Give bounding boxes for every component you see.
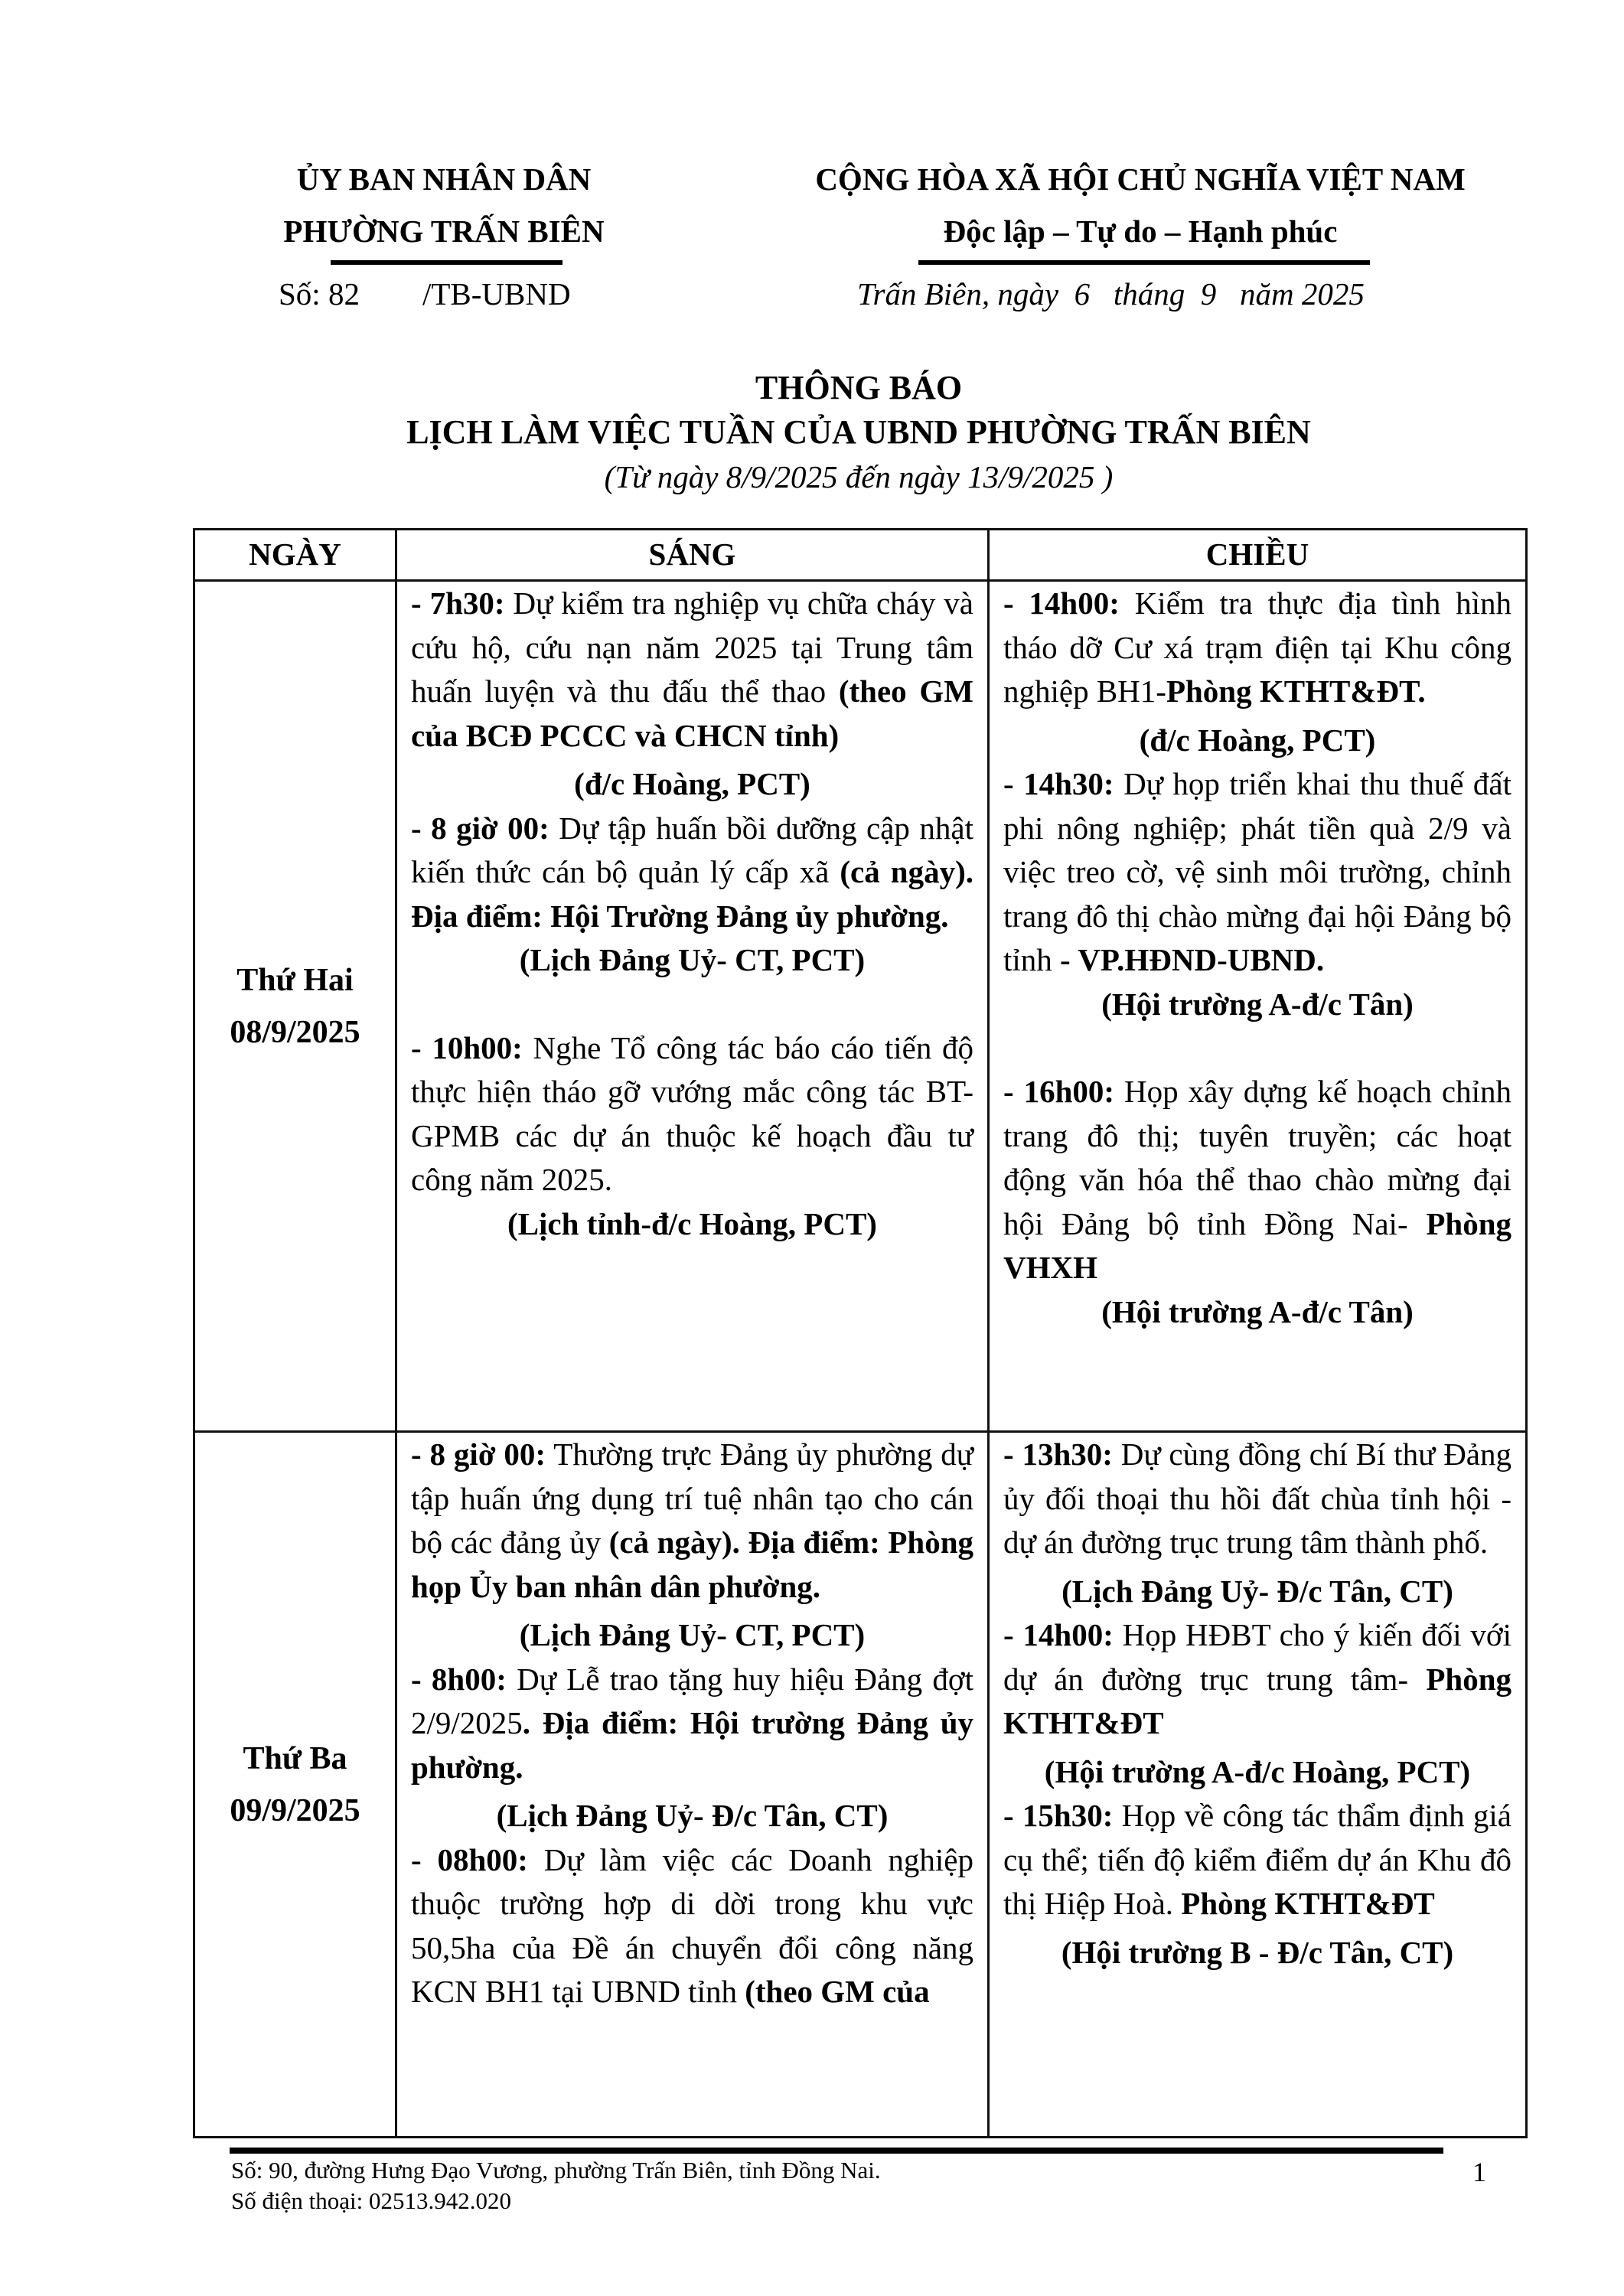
entry-time: - 7h30: [411, 585, 505, 621]
title-schedule: LỊCH LÀM VIỆC TUẦN CỦA UBND PHƯỜNG TRẤN BIÊN [406, 413, 1311, 451]
header-afternoon: CHIỀU [989, 530, 1527, 581]
entry-text: Dự làm việc các Doanh nghiệp thuộc trường hợp di dời trong khu vực 50,5ha của Đề án chuyển đổi công năng KCN BH1 tại UBND tỉnh [411, 1841, 973, 2009]
entry-note: Phòng KTHT&ĐT [1003, 1661, 1511, 1740]
entry-time: - 16h00: [1003, 1074, 1115, 1109]
entry-responsible: (đ/c Hoàng, PCT) [574, 766, 810, 801]
document-number: Số: 82 /TB-UBND [279, 276, 571, 311]
agency-line-2: PHƯỜNG TRẤN BIÊN [283, 214, 605, 249]
weekday: Thứ Ba [243, 1740, 347, 1776]
schedule-entry [411, 1433, 973, 1609]
header-morning: SÁNG [396, 530, 989, 581]
weekly-schedule-table [193, 528, 1528, 2138]
entry-text: Dự cùng đồng chí Bí thư Đảng ủy đối thoại thu hồi đất chùa tỉnh hội - dự án đường trục trung tâm thành phố. [1003, 1437, 1511, 1560]
date: 09/9/2025 [230, 1792, 360, 1828]
table-header-row [194, 530, 1527, 581]
entry-time: - 14h30: [1003, 766, 1114, 801]
schedule-entry [1003, 1794, 1511, 1926]
entry-time: - 10h00: [411, 1029, 523, 1065]
entry-text: Thường trực Đảng ủy phường dự tập huấn ứng dụng trí tuệ nhân tạo cho cán bộ các đảng ủy [411, 1437, 973, 1560]
spacer [1003, 1026, 1511, 1070]
entry-responsible: (Lịch Đảng Uỷ- CT, PCT) [519, 1617, 866, 1652]
place-and-date: Trấn Biên, ngày 6 tháng 9 năm 2025 [857, 276, 1365, 311]
day-cell [194, 1432, 396, 2138]
footer-address: Số: 90, đường Hưng Đạo Vương, phường Trấn Biên, tỉnh Đồng Nai. [231, 2157, 881, 2183]
entry-text: Dự tập huấn bồi dưỡng cập nhật kiến thức cán bộ quản lý cấp xã [411, 810, 973, 889]
entry-responsible: (Lịch Đảng Uỷ- CT, PCT) [519, 942, 866, 977]
day-cell [194, 581, 396, 1432]
entry-time: - 13h30: [1003, 1437, 1113, 1472]
entry-time: - 14h00: [1003, 1617, 1114, 1652]
entry-note: (cả ngày). Địa điểm: Hội Trường Đảng ủy phường. [411, 854, 973, 934]
entry-text: Dự họp triển khai thu thuế đất phi nông nghiệp; phát tiền quà 2/9 và việc treo cờ, vệ sinh môi trường, chỉnh trang đô thị chào mừng đại hội Đảng bộ tỉnh [1003, 766, 1512, 977]
entry-responsible: (Lịch tỉnh-đ/c Hoàng, PCT) [507, 1205, 877, 1241]
document-title [191, 366, 1526, 499]
date: 08/9/2025 [230, 1014, 360, 1050]
title-notice: THÔNG BÁO [755, 369, 963, 406]
entry-responsible: (Hội trường A-đ/c Tân) [1101, 1293, 1414, 1329]
table-row [194, 1432, 1527, 2138]
entry-time: - 8h00: [411, 1661, 507, 1697]
entry-responsible: (Hội trường A-đ/c Tân) [1101, 986, 1414, 1022]
morning-cell [396, 1432, 989, 2138]
entry-text: Nghe Tổ công tác báo cáo tiến độ thực hiện tháo gỡ vướng mắc công tác BT-GPMB các dự án thuộc kế hoạch đầu tư công năm 2025. [411, 1029, 974, 1197]
afternoon-cell [989, 581, 1527, 1432]
weekday: Thứ Hai [236, 962, 354, 998]
schedule-entry [411, 1838, 973, 2014]
schedule-entry [1003, 582, 1511, 714]
entry-note: (theo GM của BCĐ PCCC và CHCN tỉnh) [411, 673, 973, 753]
entry-time: - 08h00: [411, 1841, 528, 1877]
entry-responsible: (Hội trường B - Đ/c Tân, CT) [1061, 1934, 1454, 1970]
footer-contact [231, 2155, 881, 2216]
national-motto [750, 153, 1531, 257]
agency-line-1: ỦY BAN NHÂN DÂN [296, 161, 592, 197]
schedule-entry [1003, 1070, 1511, 1290]
issuing-agency [230, 153, 658, 257]
entry-note: Phòng KTHT&ĐT. [1166, 673, 1426, 709]
entry-note: Phòng VHXH [1003, 1205, 1511, 1285]
entry-time: - 8 giờ 00: [411, 810, 549, 846]
entry-text: Họp HĐBT cho ý kiến đối với dự án đường trục trung tâm- [1003, 1617, 1512, 1697]
morning-cell [396, 581, 989, 1432]
schedule-entry [411, 807, 973, 939]
entry-responsible: (Hội trường A-đ/c Hoàng, PCT) [1044, 1753, 1471, 1789]
entry-time: - 14h00: [1003, 585, 1120, 621]
entry-note: Phòng KTHT&ĐT [1181, 1886, 1435, 1921]
entry-time: - 8 giờ 00: [411, 1437, 546, 1472]
entry-responsible: (Lịch Đảng Uỷ- Đ/c Tân, CT) [496, 1798, 889, 1833]
schedule-entry [1003, 762, 1511, 983]
country-name: CỘNG HÒA XÃ HỘI CHỦ NGHĨA VIỆT NAM [815, 161, 1466, 197]
page-number: 1 [1472, 2157, 1486, 2187]
entry-note: (theo GM của [745, 1974, 930, 2009]
entry-note: - VP.HĐND-UBND. [1060, 942, 1325, 977]
afternoon-cell [989, 1432, 1527, 2138]
footer-phone: Số điện thoại: 02513.942.020 [231, 2187, 511, 2214]
entry-text: Dự Lễ trao tặng huy hiệu Đảng đợt 2/9/2025 [411, 1661, 973, 1740]
schedule-entry [411, 1658, 973, 1790]
entry-text: Kiểm tra thực địa tình hình tháo dỡ Cư xá trạm điện tại Khu công nghiệp BH1- [1003, 585, 1512, 709]
title-date-range: (Từ ngày 8/9/2025 đến ngày 13/9/2025 ) [604, 459, 1114, 494]
schedule-entry [411, 1026, 973, 1202]
motto-underline [918, 260, 1370, 265]
entry-text: Dự kiểm tra nghiệp vụ chữa cháy và cứu hộ, cứu nạn năm 2025 tại Trung tâm huấn luyện và thu đấu thể thao [411, 585, 973, 709]
entry-text: Họp xây dựng kế hoạch chỉnh trang đô thị; tuyên truyền; các hoạt động văn hóa thể thao chào mừng đại hội Đảng bộ tỉnh Đồng Nai- [1003, 1074, 1511, 1241]
spacer [411, 983, 973, 1026]
entry-responsible: (đ/c Hoàng, PCT) [1139, 722, 1376, 758]
entry-text: Họp về công tác thẩm định giá cụ thể; tiến độ kiểm điểm dự án Khu đô thị Hiệp Hoà. [1003, 1798, 1511, 1921]
entry-note: . Địa điểm: Hội trường Đảng ủy phường. [411, 1705, 973, 1785]
footer-rule [230, 2148, 1443, 2154]
entry-note: (cả ngày). Địa điểm: Phòng họp Ủy ban nhân dân phường. [411, 1525, 974, 1604]
schedule-entry [411, 582, 973, 758]
entry-responsible: (Lịch Đảng Uỷ- Đ/c Tân, CT) [1061, 1573, 1453, 1609]
motto: Độc lập – Tự do – Hạnh phúc [943, 214, 1338, 249]
entry-time: - 15h30: [1003, 1798, 1114, 1833]
agency-underline [331, 260, 563, 265]
schedule-entry [1003, 1433, 1511, 1565]
table-row [194, 581, 1527, 1432]
header-day: NGÀY [194, 530, 396, 581]
schedule-entry [1003, 1613, 1511, 1746]
